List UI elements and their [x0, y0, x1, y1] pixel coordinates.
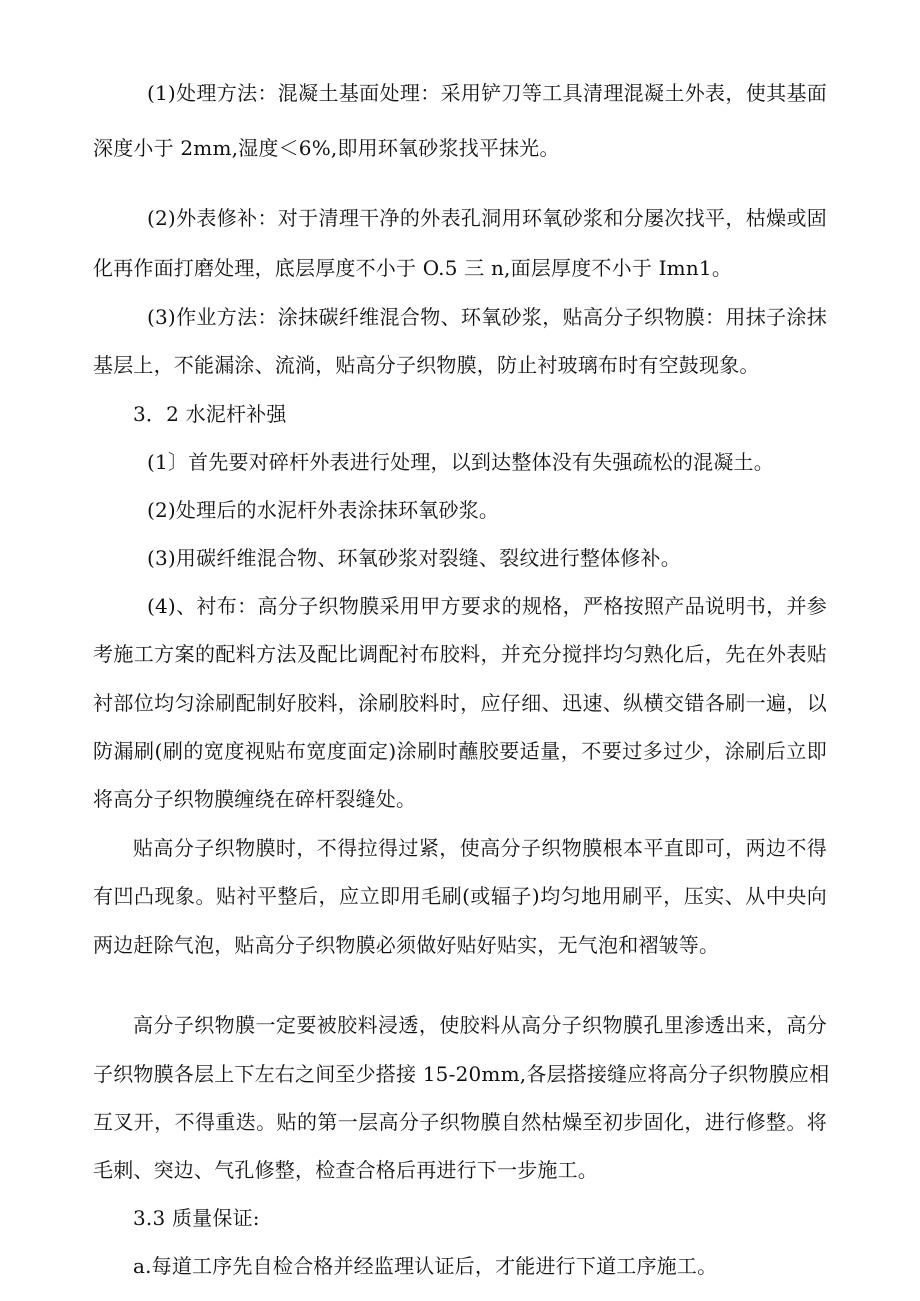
section-heading: 3．2 水泥杆补强 [133, 402, 287, 426]
text-line: 两边赶除气泡，贴高分子织物膜必须做好贴好贴实，无气泡和褶皱等。 [93, 933, 720, 957]
text-line: 将高分子织物膜缠绕在碎杆裂缝处。 [93, 787, 417, 811]
text-line: (4)、衬布：高分子织物膜采用甲方要求的规格，严格按照产品说明书，并参 [147, 594, 827, 618]
text-line: 深度小于 2mm,湿度＜6%,即用环氧砂浆找平抹光。 [93, 136, 560, 160]
text-line: (3)作业方法：涂抹碳纤维混合物、环氧砂浆，贴高分子织物膜：用抹子涂抹 [147, 305, 827, 329]
text-line: (1〕首先要对碎杆外表进行处理，以到达整体没有失强疏松的混凝土。 [147, 450, 774, 474]
section-heading: 3.3 质量保证: [133, 1206, 260, 1230]
text-line: (1)处理方法：混凝土基面处理：采用铲刀等工具清理混凝土外表，使其基面 [147, 81, 827, 105]
text-line: (3)用碳纤维混合物、环氧砂浆对裂缝、裂纹进行整体修补。 [147, 546, 681, 570]
text-line: 考施工方案的配料方法及配比调配衬布胶料，并充分搅拌均匀熟化后，先在外表贴 [93, 642, 827, 666]
text-line: (2)外表修补：对于清理干净的外表孔洞用环氧砂浆和分屡次找平，枯燥或固 [147, 206, 827, 230]
text-line: 化再作面打磨处理，底层厚度不小于 O.5 三 n,面层厚度不小于 Imn1。 [93, 256, 733, 280]
text-line: 衬部位均匀涂刷配制好胶料，涂刷胶料时，应仔细、迅速、纵横交错各刷一遍，以 [93, 691, 827, 715]
text-line: 子织物膜各层上下左右之间至少搭接 15-20mm,各层搭接缝应将高分子织物膜应相 [93, 1062, 830, 1086]
text-line: 防漏刷(刷的宽度视贴布宽度面定)涂刷时蘸胶要适量，不要过多过少，涂刷后立即 [93, 739, 827, 763]
text-line: 毛刺、突边、气孔修整，检查合格后再进行下一步施工。 [93, 1158, 598, 1182]
text-line: (2)处理后的水泥杆外表涂抹环氧砂浆。 [147, 498, 500, 522]
text-line: 有凹凸现象。贴衬平整后，应立即用毛刷(或辐子)均匀地用刷平，压实、从中央向 [93, 884, 827, 908]
text-line: 互叉开，不得重迭。贴的第一层高分子织物膜自然枯燥至初步固化，进行修整。将 [93, 1110, 827, 1134]
text-line: 高分子织物膜一定要被胶料浸透，使胶料从高分子织物膜孔里渗透出来，高分 [133, 1013, 827, 1037]
text-line: a.每道工序先自检合格并经监理认证后，才能进行下道工序施工。 [133, 1254, 718, 1278]
text-line: 贴高分子织物膜时，不得拉得过紧，使高分子织物膜根本平直即可，两边不得 [133, 836, 827, 860]
text-line: 基层上，不能漏涂、流淌，贴高分子织物膜，防止衬玻璃布时有空鼓现象。 [93, 353, 760, 377]
